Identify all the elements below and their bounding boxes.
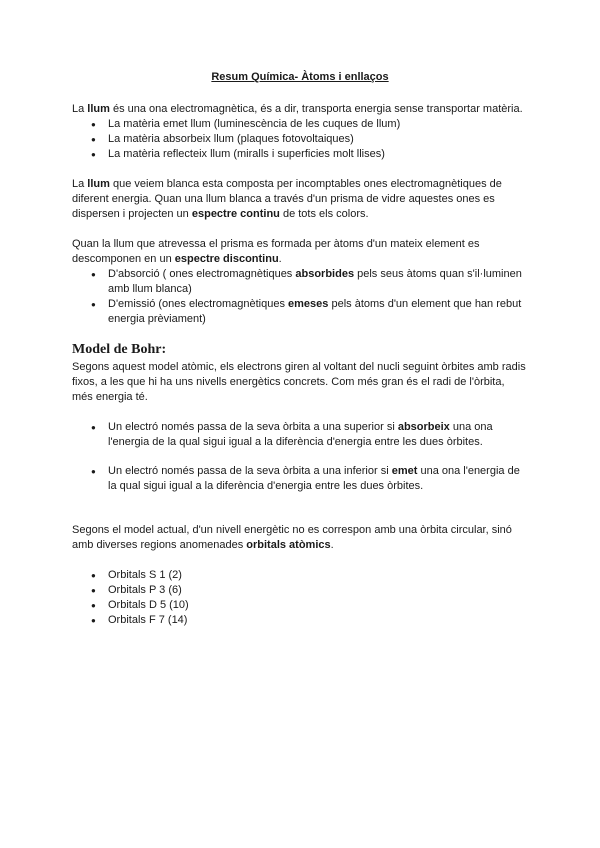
text-span: . [278,253,282,265]
bold-term: absorbeix [397,421,450,433]
text-span: pels àtoms d'un element que han rebut energia prèviament) [108,298,522,325]
bold-term: llum [87,103,110,115]
text-span: una ona l'energia de la qual sigui igual a la diferència d'energia entre les dues òrbites. [108,465,520,492]
list-item [108,420,528,450]
list-electron-transitions [72,420,528,494]
bold-term: espectre continu [191,208,280,220]
spacer [72,508,528,523]
bold-term: espectre discontinu [174,253,279,265]
spacer [72,553,528,568]
paragraph-white-light [72,177,528,222]
bold-term: absorbides [295,268,355,280]
list-light-matter [72,117,528,162]
list-item [108,297,528,327]
list-item: ● Orbitals P 3 (6) [108,583,528,598]
text-span: La [72,103,88,115]
bold-term: orbitals atòmics [246,539,331,551]
text-span: Quan la llum que atrevessa el prisma es formada per àtoms d'un mateix element es descomponen en un [72,238,480,265]
text-span: Segons el model actual, d'un nivell energètic no es correspon amb una òrbita circular, sinó amb diverses regions anomenades [72,524,512,551]
bold-term: emeses [288,298,329,310]
heading-bohr-model: Model de Bohr: [72,342,167,357]
bold-term: llum [87,178,110,190]
list-item [108,267,528,297]
text-span: D'absorció ( ones electromagnètiques [108,268,296,280]
list-item: ● Orbitals F 7 (14) [108,613,528,628]
paragraph-discontinuous-spectrum [72,237,528,267]
text-span: La [72,178,88,190]
text-span: pels seus àtoms quan s'il·luminen amb llum blanca) [108,268,522,295]
paragraph-light-definition [72,102,528,117]
list-item [108,464,528,494]
document-title: Resum Química- Àtoms i enllaços [211,71,389,83]
text-span: que veiem blanca esta composta per incomptables ones electromagnètiques de diferent energia. Quan una llum blanca a través d'un prisma de vidre aquestes ones es dispersen i projecten un [72,178,502,220]
list-item: ● La matèria absorbeix llum (plaques fotovoltaiques) [108,132,528,147]
text-span: de tots els colors. [279,208,369,220]
list-item: ● La matèria reflecteix llum (miralls i superficies molt llises) [108,147,528,162]
list-item: ● Orbitals D 5 (10) [108,598,528,613]
bold-term: emet [391,465,418,477]
text-span: . [330,539,334,551]
text-span: és una ona electromagnètica, és a dir, transporta energia sense transportar matèria. [109,103,523,115]
spacer [72,405,528,420]
paragraph-bohr-description: Segons aquest model atòmic, els electrons giren al voltant del nucli seguint òrbites amb radis fixos, a les que hi ha uns nivells energètics concrets. Com més gran és el radi de l'òrbita, més energia té. [72,361,526,403]
spacer [72,162,528,177]
text-span: Un electró només passa de la seva òrbita a una inferior si [108,465,392,477]
spacer [72,222,528,237]
text-span: una ona l'energia de la qual sigui igual a la diferència d'energia entre les dues òrbites. [108,421,493,448]
list-item: ● La matèria emet llum (luminescència de les cuques de llum) [108,117,528,132]
list-orbitals [72,568,528,628]
text-span: Un electró només passa de la seva òrbita a una superior si [108,421,398,433]
paragraph-current-model [72,523,528,553]
list-spectrum-types [72,267,528,327]
list-item: ● Orbitals S 1 (2) [108,568,528,583]
text-span: D'emissió (ones electromagnètiques [108,298,289,310]
